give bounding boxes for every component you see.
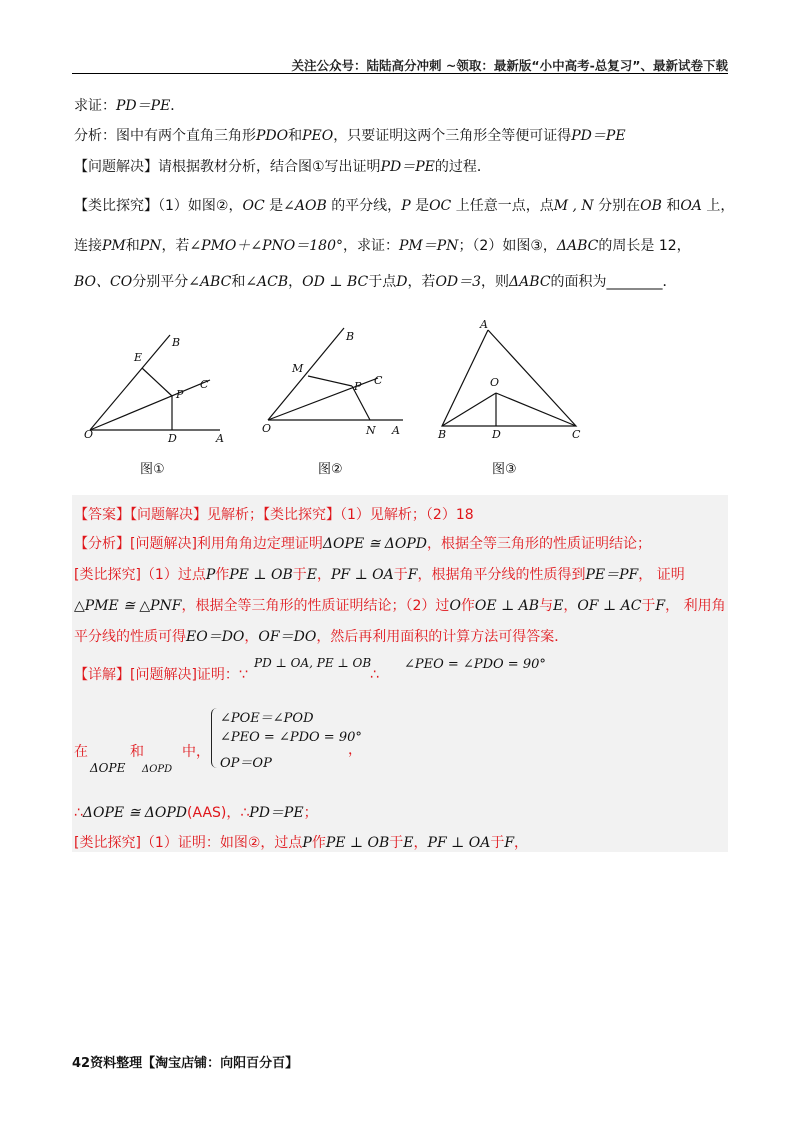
analogy-line-1: 【类比探究】（1）如图②，OC 是∠AOB 的平分线，P 是OC 上任意一点，点M , N 分别在OB 和OA 上， <box>74 198 735 214</box>
ray-OB <box>268 328 344 420</box>
page-header: 关注公众号：陆陆高分冲刺 ~领取：最新版“小中高考-总复习”、最新试卷下载 <box>291 58 728 73</box>
triangle-ABC <box>442 330 576 426</box>
segment-MP <box>308 376 352 386</box>
label-O: O <box>262 422 272 435</box>
header-divider <box>72 73 728 74</box>
ray-OC <box>268 378 378 420</box>
figure-2 <box>258 320 418 450</box>
label-A: A <box>216 432 224 445</box>
segment-CO <box>496 393 576 426</box>
label-P: P <box>176 388 184 401</box>
analysis-solution-line: 【分析】[问题解决]利用角角边定理证明ΔOPE ≅ ΔOPD，根据全等三角形的性质证明结论； <box>74 536 652 552</box>
label-M: M <box>292 362 304 375</box>
equation-1: ∠POE＝∠POD <box>220 711 314 726</box>
label-N: N <box>366 424 376 437</box>
label-O: O <box>84 428 94 441</box>
detail-line-3: ∴ΔOPE ≅ ΔOPD(AAS)，∴PD＝PE； <box>74 805 318 821</box>
figure-3 <box>432 318 592 448</box>
label-D: D <box>492 428 501 441</box>
ray-OC <box>90 380 210 430</box>
answer-line: 【答案】【问题解决】见解析；【类比探究】（1）见解析；（2）18 <box>74 507 474 523</box>
footer-text: 资料整理【淘宝店铺：向阳百分百】 <box>90 1056 299 1071</box>
label-A: A <box>480 318 488 331</box>
analogy-solution-line-3: 平分线的性质可得EO＝DO，OF＝DO，然后再利用面积的计算方法可得答案． <box>74 629 569 645</box>
figure-3-caption: 图③ <box>492 462 517 477</box>
figure-1-caption: 图① <box>140 462 165 477</box>
detail-line-4: [类比探究]（1）证明：如图②，过点P作PE ⊥ OB于E，PF ⊥ OA于F， <box>74 835 529 851</box>
figure-2-caption: 图② <box>318 462 343 477</box>
equation-3: OP＝OP <box>220 756 272 771</box>
equation-2: ∠PEO = ∠PDO = 90° <box>220 730 362 745</box>
equation-brace <box>211 708 218 768</box>
analogy-solution-line-2: △PME ≅ △PNF，根据全等三角形的性质证明结论；（2）过O作OE ⊥ AB与E，OF ⊥ AC于F， 利用角 <box>74 598 726 614</box>
label-A: A <box>392 424 400 437</box>
label-C: C <box>374 374 383 387</box>
label-O: O <box>490 376 500 389</box>
label-B: B <box>346 330 355 343</box>
page-footer <box>72 1052 298 1071</box>
label-P: P <box>354 380 362 393</box>
analogy-solution-line-1: [类比探究]（1）过点P作PE ⊥ OB于E，PF ⊥ OA于F，根据角平分线的性质得到PE＝PF， 证明 <box>74 567 685 583</box>
analysis-line: 分析：图中有两个直角三角形PDO和PEO，只要证明这两个三角形全等便可证得PD＝PE <box>74 128 626 144</box>
detail-line-1: 【详解】[问题解决]证明：∵ PD ⊥ OA, PE ⊥ OB ∴ ∠PEO = ∠PDO = 90° <box>74 656 546 683</box>
label-D: D <box>168 432 177 445</box>
answer-blank: ________ <box>606 274 663 290</box>
analogy-line-2: 连接PM和PN，若∠PMO＋∠PNO＝180°，求证：PM＝PN；（2）如图③，ΔABC的周长是 12， <box>74 238 691 254</box>
prove-line: 求证：PD＝PE． <box>74 98 185 114</box>
label-B: B <box>438 428 447 441</box>
label-C: C <box>572 428 581 441</box>
label-B: B <box>172 336 181 349</box>
label-E: E <box>134 351 143 364</box>
detail-line-2: 在 和 中， ΔOPE ΔOPD ， <box>74 742 362 775</box>
figure-1 <box>80 320 240 450</box>
solve-line: 【问题解决】请根据教材分析，结合图①写出证明PD＝PE的过程． <box>74 159 491 175</box>
page-number: 42 <box>72 1056 91 1071</box>
segment-PE <box>142 368 172 396</box>
label-C: C <box>200 378 209 391</box>
analogy-line-3: BO、CO分别平分∠ABC和∠ACB，OD ⊥ BC于点D，若OD＝3，则ΔABC的面积为________． <box>74 274 677 290</box>
